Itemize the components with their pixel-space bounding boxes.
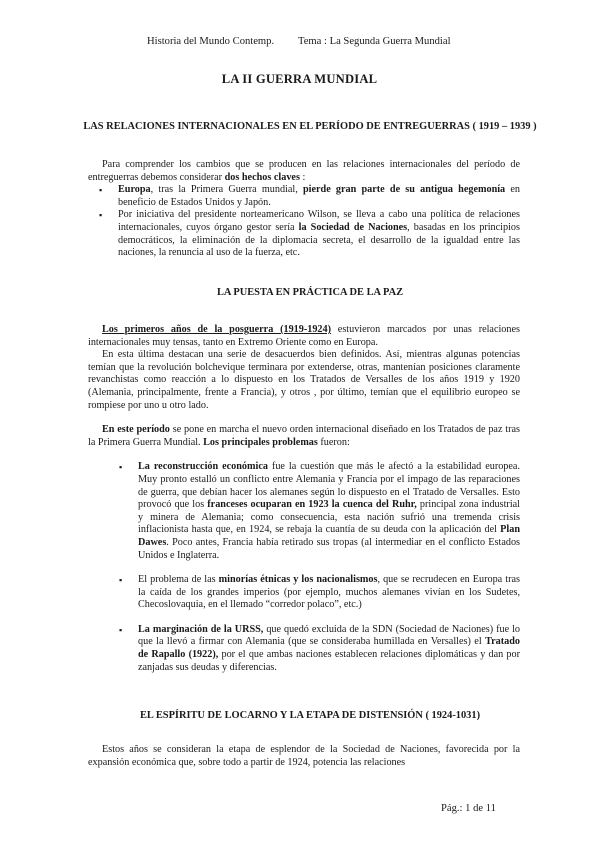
- list-item: ▪ Europa, tras la Primera Guerra mundial, pierde gran parte de su antigua hegemonía en beneficio de Estados Unidos y Japón.: [118, 184, 520, 209]
- list-item: ▪ La reconstrucción económica fue la cuestión que más le afectó a la estabilidad europea. Muy pronto estalló un conflicto entre Alemania y Francia por el impago de las reparaciones de guerra, que debían hacer los alemanes según lo dispuesto en el Tratado de Versalles. Esto provocó que los franceses ocuparan en 1923 la cuenca del Ruhr, principal zona industrial y minera de Alemania; como consecuencia, esta nación sufrió una tremenda crisis inflacionista hasta que, en 1924, se rebaja la cuantía de su deuda con la aplicación del Plan Dawes. Poco antes, Francia había retirado sus tropas (al intermediar en el conflicto Estados Unidos e Inglaterra.: [138, 461, 520, 562]
- header-course: Historia del Mundo Contemp.: [147, 36, 275, 47]
- section-heading-paz: LA PUESTA EN PRÁCTICA DE LA PAZ: [216, 287, 404, 298]
- list-item: ▪ Por iniciativa del presidente norteamericano Wilson, se lleva a cabo una política de relaciones internacionales, cuyos órgano gestor sería la Sociedad de Naciones, basadas en los principios democráticos, la eliminación de la diplomacia secreta, el desarrollo de la igualdad entre las naciones, la renuncia al uso de la fuerza, etc.: [118, 209, 520, 259]
- paragraph: En esta última destacan una serie de desacuerdos bien definidos. Así, mientras algunas potencias temían que la revolución bolchevique terminara por extenderse, otras, mantenían posiciones claramente revanchistas como reacción a lo dispuesto en los Tratados de Versalles de los años 1919 y 1920 (Alemania, principalmente, frente a Francia), y otros , por último, temían que el equilibrio europeo se rompiese por uno u otro lado.: [88, 349, 520, 411]
- paragraph: Estos años se consideran la etapa de esplendor de la Sociedad de Naciones, favorecida por la expansión económica que, sobre todo a partir de 1924, potencia las relaciones: [88, 744, 520, 768]
- section-locarno: [88, 744, 520, 769]
- paragraph: Para comprender los cambios que se producen en las relaciones internacionales del período de entreguerras debemos considerar dos hechos claves :: [88, 159, 520, 183]
- problems-list: [88, 461, 520, 562]
- paragraph: Los primeros años de la posguerra (1919-1924) estuvieron marcados por unas relaciones internacionales muy tensas, tanto en Extremo Oriente como en Europa.: [88, 324, 520, 348]
- section-paz: [88, 324, 520, 674]
- header-topic: Tema : La Segunda Guerra Mundial: [298, 36, 451, 47]
- list-item: ▪ El problema de las minorías étnicas y los nacionalismos, que se recrudecen en Europa tras la caída de los grandes imperios (por ejemplo, muchos alemanes vivían en los Sudetes, Checoslovaquia, en el llemado “corredor polaco”, etc.): [138, 574, 520, 612]
- section-heading-locarno: EL ESPÍRITU DE LOCARNO Y LA ETAPA DE DISTENSIÓN ( 1924-1031): [139, 710, 481, 721]
- page-number: Pág.: 1 de 11: [441, 803, 496, 814]
- section-entreguerras: [88, 159, 520, 260]
- document-title: LA II GUERRA MUNDIAL: [221, 72, 378, 86]
- list-item: ▪ La marginación de la URSS, que quedó excluida de la SDN (Sociedad de Naciones) fue lo que la llevó a firmar con Alemania (que se consideraba humillada en Versalles) el Tratado de Rapallo (1922), por el que ambas naciones establecen relaciones diplomáticas y dan por zanjadas sus deudas y diferencias.: [138, 624, 520, 674]
- paragraph: En este período se pone en marcha el nuevo orden internacional diseñado en los Tratados de paz tras la Primera Guerra Mundial. Los principales problemas fueron:: [88, 424, 520, 448]
- bullet-list: [88, 184, 520, 260]
- section-heading-entreguerras: LAS RELACIONES INTERNACIONALES EN EL PERÍODO DE ENTREGUERRAS ( 1919 – 1939 ): [83, 121, 537, 132]
